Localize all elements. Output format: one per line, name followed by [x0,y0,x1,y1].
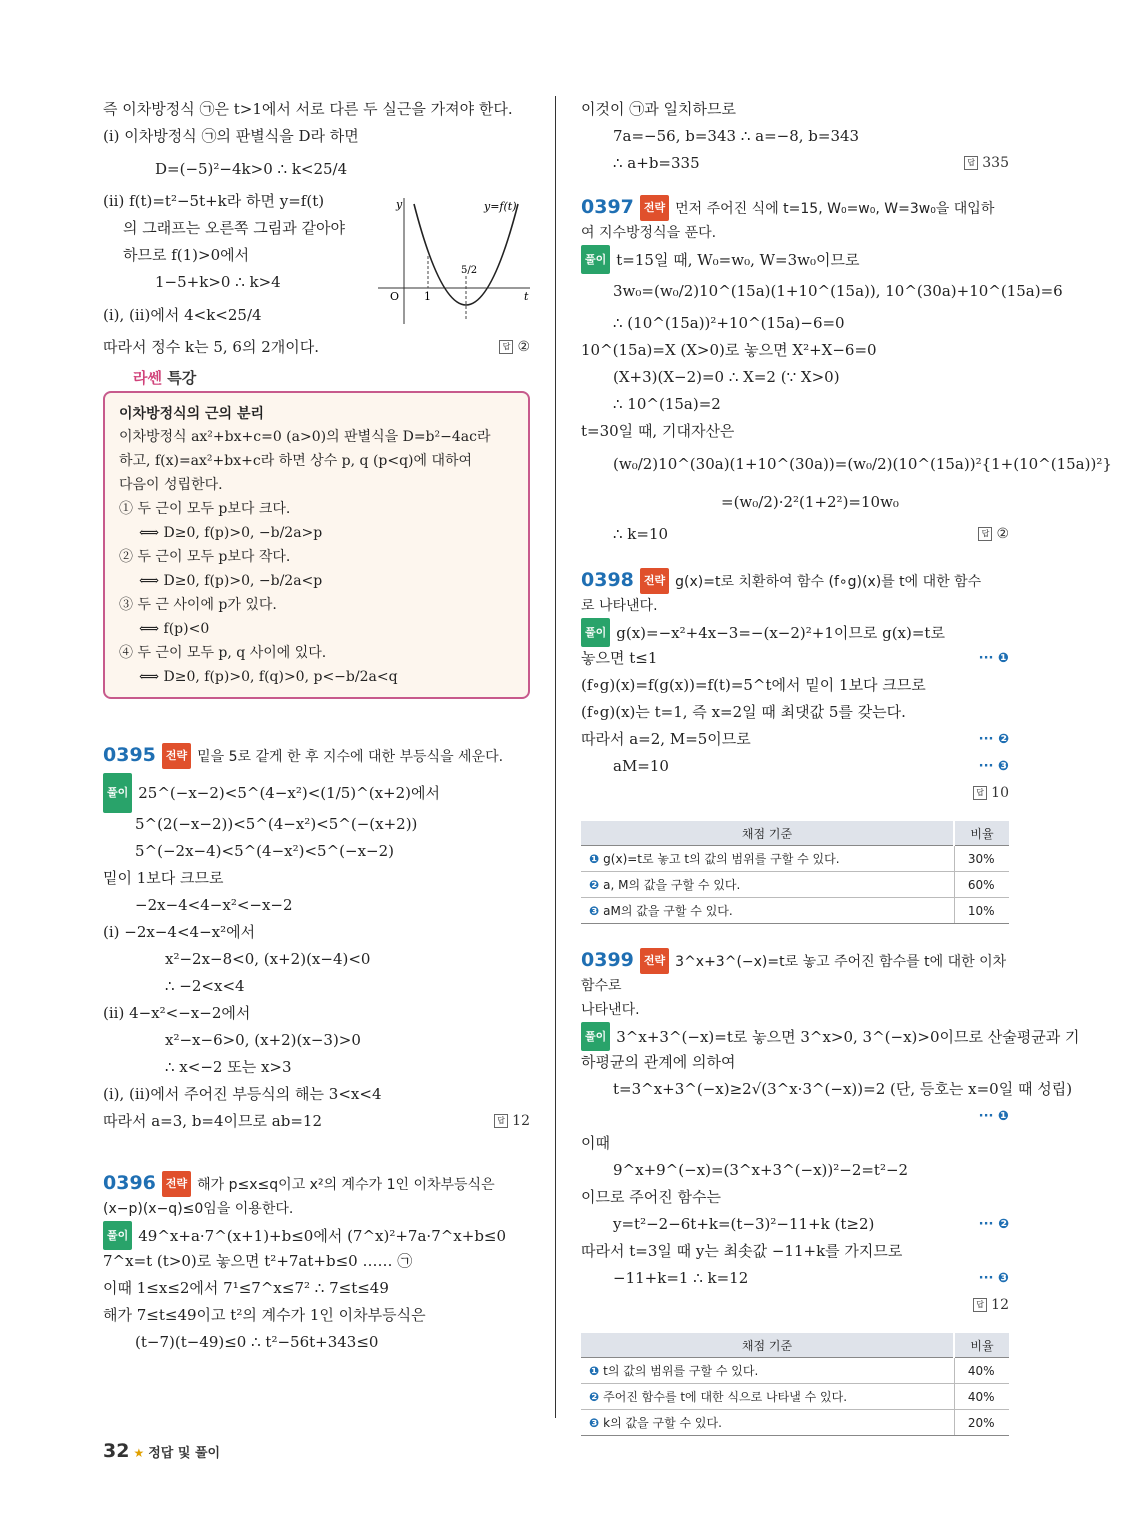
graph-tick-one: 1 [424,290,431,303]
box-line: 이차방정식 ax²+bx+c=0 (a>0)의 판별식을 D=b²−4ac라 [119,429,491,445]
line-text: g(x)=−x²+4x−3=−(x−2)²+1이므로 g(x)=t로 [616,624,945,642]
answer-badge [978,521,1009,548]
strategy-badge: 전략 [162,743,191,769]
text-line [581,1211,1009,1238]
step-number: ❶ [589,1364,600,1378]
table-row [581,1358,1009,1384]
answer-badge [964,150,1009,177]
problem-number: 0395 [103,744,156,766]
line-text: 놓으면 t≤1 [581,649,658,667]
table-header-criteria: 채점 기준 [581,1333,954,1358]
strategy-badge: 전략 [640,568,669,594]
step-marker-3: ··· ❸ [978,759,1009,774]
criteria-text: k의 값을 구할 수 있다. [603,1416,722,1430]
text-line [103,1221,530,1248]
text-line: (i), (ii)에서 4<k<25/4 [103,306,262,324]
right-column [581,96,1112,1436]
strategy-text: 여 지수방정식을 푼다. [581,225,717,241]
table-header-row [581,1333,1009,1358]
table-cell [581,846,954,872]
scoring-table [581,821,1009,924]
graph-fn-label: y=f(t) [484,200,517,213]
line-text: 따라서 a=3, b=4이므로 ab=12 [103,1112,322,1130]
solution-badge: 풀이 [103,773,132,813]
text-line [581,1265,1009,1292]
strategy-text: 로 나타낸다. [581,598,658,614]
footer-label: 정답 및 풀이 [148,1446,221,1461]
table-row [581,1384,1009,1410]
solution-badge: 풀이 [103,1221,132,1250]
box-line: ⟺ f(p)<0 [139,621,210,637]
answer-value: 10 [991,785,1009,801]
problem-0395 [103,743,530,1135]
strategy-text: 나타낸다. [581,1002,640,1018]
text-line: 이므로 주어진 함수는 [581,1188,721,1206]
graph-vertex-label: 5/2 [461,265,478,276]
box-line: ① 두 근이 모두 p보다 크다. [119,501,291,517]
graph-y-label: y [396,198,403,211]
answer-value: 335 [982,155,1009,171]
line-text: 25^(−x−2)<5^(4−x²)<(1/5)^(x+2)에서 [138,784,440,802]
line-text: ∴ a+b=335 [613,154,700,172]
graph-t-label: t [524,290,529,303]
ratio-cell: 20% [954,1410,1009,1436]
text-line [581,521,1009,548]
step-number: ❷ [589,1390,600,1404]
criteria-text: g(x)=t로 놓고 t의 값의 범위를 구할 수 있다. [603,852,840,866]
table-cell [581,898,954,924]
text-line: (ii) 4−x²<−x−2에서 [103,1004,251,1022]
step-number: ❸ [589,1416,600,1430]
solution-badge: 풀이 [581,1022,610,1051]
step-marker-2: ··· ❷ [978,732,1009,747]
table-header-ratio: 비율 [954,1333,1009,1358]
text-line [581,245,1009,272]
text-line: 밑이 1보다 크므로 [103,869,224,887]
text-line [581,726,1009,753]
step-marker-3: ··· ❸ [978,1271,1009,1286]
formula-line: 1−5+k>0 ∴ k>4 [155,273,281,291]
line-text: −11+k=1 ∴ k=12 [613,1269,749,1287]
problem-0398 [581,568,1009,924]
text-line: (X+3)(X−2)=0 ∴ X=2 (∵ X>0) [613,368,840,386]
page-footer [103,1440,220,1462]
parabola-graph [378,196,530,326]
answer-mark-icon: 답 [973,786,987,800]
text-line: (f∘g)(x)는 t=1, 즉 x=2일 때 최댓값 5를 갖는다. [581,703,906,721]
strategy-text: 3^x+3^(−x)=t로 놓고 주어진 함수를 t에 대한 이차함수로 [581,954,1007,994]
text-line [581,1103,1009,1130]
solution-badge: 풀이 [581,618,610,647]
text-line: ∴ x<−2 또는 x>3 [165,1058,292,1076]
table-cell [581,1358,954,1384]
box-line: ⟺ D≥0, f(p)>0, −b/2a<p [139,573,323,589]
scoring-table [581,1333,1009,1436]
text-line: ∴ −2<x<4 [165,977,245,995]
text-line: 해가 7≤t≤49이고 t²의 계수가 1인 이차부등식은 [103,1306,426,1324]
formula-line: (w₀/2)10^(30a)(1+10^(30a))=(w₀/2)(10^(15a))²{1+(10^(15a))²} [613,455,1112,473]
column-divider [555,96,556,1418]
criteria-text: t의 값의 범위를 구할 수 있다. [603,1364,759,1378]
text-line [581,780,1009,807]
problem-header [103,1171,530,1197]
text-line: 이때 1≤x≤2에서 7¹≤7^x≤7² ∴ 7≤t≤49 [103,1279,389,1297]
left-column [103,96,530,1356]
line-text: 따라서 a=2, M=5이므로 [581,730,751,748]
table-row [581,898,1009,924]
conclusion-text: 따라서 정수 k는 5, 6의 2개이다. [103,338,319,356]
strategy-badge: 전략 [640,195,669,221]
problem-header [103,743,530,769]
text-line: 5^(−2x−4)<5^(4−x²)<5^(−x−2) [135,842,394,860]
strategy-text: 밑을 5로 같게 한 후 지수에 대한 부등식을 세운다. [197,749,504,765]
tag-brand: 라쎈 [133,369,162,387]
problem-header [581,948,1009,998]
table-row [581,846,1009,872]
page-number: 32 [103,1440,130,1462]
step-number: ❸ [589,904,600,918]
criteria-text: aM의 값을 구할 수 있다. [603,904,733,918]
problem-0397 [581,195,1112,548]
problem-number: 0397 [581,196,634,218]
text-line: x²−2x−8<0, (x+2)(x−4)<0 [165,950,371,968]
step-marker-1: ··· ❶ [978,651,1009,666]
text-line: (i) 이차방정식 ㉠의 판별식을 D라 하면 [103,127,359,145]
ratio-cell: 40% [954,1358,1009,1384]
text-line [581,618,1009,645]
text-line: (t−7)(t−49)≤0 ∴ t²−56t+343≤0 [135,1333,379,1351]
table-header-criteria: 채점 기준 [581,821,954,846]
criteria-text: a, M의 값을 구할 수 있다. [603,878,741,892]
text-line: 하므로 f(1)>0에서 [123,246,250,264]
text-line: 이때 [581,1134,610,1152]
graph-origin-label: O [390,290,400,303]
step-marker-1: ··· ❶ [978,1109,1009,1124]
text-line: 9^x+9^(−x)=(3^x+3^(−x))²−2=t²−2 [613,1161,909,1179]
answer-value: 12 [991,1297,1009,1313]
text-line: 7a=−56, b=343 ∴ a=−8, b=343 [613,127,860,145]
step-number: ❷ [589,878,600,892]
answer-mark-icon: 답 [964,156,978,170]
answer-badge [494,1108,530,1135]
text-line: (i), (ii)에서 주어진 부등식의 해는 3<x<4 [103,1085,382,1103]
strategy-text: (x−p)(x−q)≤0임을 이용한다. [103,1201,294,1217]
text-line: 5^(2(−x−2))<5^(4−x²)<5^(−(x+2)) [135,815,418,833]
table-cell [581,1410,954,1436]
box-line: ② 두 근이 모두 p보다 작다. [119,549,291,565]
formula-line: 3w₀=(w₀/2)10^(15a)(1+10^(15a)), 10^(30a)+10^(15a)=6 [613,282,1063,300]
problem-header [581,568,1009,594]
line-text: 49^x+a·7^(x+1)+b≤0에서 (7^x)²+7a·7^x+b≤0 [138,1227,507,1245]
text-line: 따라서 t=3일 때 y는 최솟값 −11+k를 가지므로 [581,1242,903,1260]
ratio-cell: 30% [954,846,1009,872]
answer-mark-icon: 답 [494,1114,508,1128]
problem-number: 0399 [581,949,634,971]
box-line: ⟺ D≥0, f(p)>0, f(q)>0, p<−b/2a<q [139,669,398,685]
ratio-cell: 60% [954,872,1009,898]
step-number: ❶ [589,852,600,866]
answer-value: ② [517,339,530,355]
line-text: y=t²−2−6t+k=(t−3)²−11+k (t≥2) [613,1215,875,1233]
line-text: t=15일 때, W₀=w₀, W=3w₀이므로 [616,251,860,269]
problem-header [581,195,1009,221]
text-line [581,645,1009,672]
problem-0396 [103,1171,530,1356]
star-icon: ★ [133,1446,145,1460]
text-line: 하평균의 관계에 의하여 [581,1053,736,1071]
answer-mark-icon: 답 [978,527,992,541]
special-lecture-box [103,391,530,699]
table-row [581,1410,1009,1436]
text-line [103,1108,530,1135]
problem-number: 0398 [581,569,634,591]
text-line [581,1292,1009,1319]
text-line: 10^(15a)=X (X>0)로 놓으면 X²+X−6=0 [581,341,877,359]
solution-badge: 풀이 [581,245,610,274]
text-line [581,753,1009,780]
text-line: 이것이 ㉠과 일치하므로 [581,100,736,118]
step-marker-2: ··· ❷ [978,1217,1009,1232]
table-cell [581,872,954,898]
problem-number: 0396 [103,1172,156,1194]
text-line: (ii) f(t)=t²−5t+k라 하면 y=f(t) [103,192,325,210]
text-line: x²−x−6>0, (x+2)(x−3)>0 [165,1031,361,1049]
box-line: 다음이 성립한다. [119,477,223,493]
text-line [103,334,530,361]
table-row [581,872,1009,898]
formula-line: =(w₀/2)·2²(1+2²)=10w₀ [721,493,899,511]
table-cell [581,1384,954,1410]
text-line: 즉 이차방정식 ㉠은 t>1에서 서로 다른 두 실근을 가져야 한다. [103,100,513,118]
problem-0399 [581,948,1080,1436]
strategy-text: 해가 p≤x≤q이고 x²의 계수가 1인 이차부등식은 [197,1177,495,1193]
answer-value: ② [996,526,1009,542]
text-line [103,773,530,811]
ratio-cell: 10% [954,898,1009,924]
strategy-text: 먼저 주어진 식에 t=15, W₀=w₀, W=3w₀을 대입하 [675,201,995,217]
text-line: ∴ 10^(15a)=2 [613,395,721,413]
text-line: (f∘g)(x)=f(g(x))=f(t)=5^t에서 밑이 1보다 크므로 [581,676,926,694]
strategy-badge: 전략 [640,948,669,974]
text-line: 의 그래프는 오른쪽 그림과 같아야 [123,219,345,237]
criteria-text: 주어진 함수를 t에 대한 식으로 나타낼 수 있다. [603,1390,848,1404]
ratio-cell: 40% [954,1384,1009,1410]
formula-line: D=(−5)²−4k>0 ∴ k<25/4 [155,160,348,178]
table-header-row [581,821,1009,846]
line-text: ∴ k=10 [613,525,669,543]
line-text: 3^x+3^(−x)=t로 놓으면 3^x>0, 3^(−x)>0이므로 산술평균과 기 [616,1028,1080,1046]
answer-value: 12 [512,1113,530,1129]
box-line: ⟺ D≥0, f(p)>0, −b/2a>p [139,525,323,541]
special-lecture-tag [133,367,530,389]
box-line: 하고, f(x)=ax²+bx+c라 하면 상수 p, q (p<q)에 대하여 [119,453,473,469]
strategy-badge: 전략 [162,1171,191,1197]
text-line: ∴ (10^(15a))²+10^(15a)−6=0 [613,314,845,332]
box-line: ③ 두 근 사이에 p가 있다. [119,597,277,613]
answer-mark-icon: 답 [973,1298,987,1312]
answer-badge [973,780,1009,807]
answer-badge [973,1292,1009,1319]
answer-mark-icon: 답 [499,340,513,354]
table-header-ratio: 비율 [954,821,1009,846]
text-line: −2x−4<4−x²<−x−2 [135,896,293,914]
line-text: aM=10 [613,757,669,775]
text-line [581,1022,1080,1049]
tag-label: 특강 [167,369,197,387]
box-line: ④ 두 근이 모두 p, q 사이에 있다. [119,645,327,661]
text-line: t=30일 때, 기대자산은 [581,422,735,440]
text-line [581,150,1009,177]
formula-line: t=3^x+3^(−x)≥2√(3^x·3^(−x))=2 (단, 등호는 x=0일 때 성립) [613,1080,1073,1098]
answer-badge [499,334,530,361]
text-line: 7^x=t (t>0)로 놓으면 t²+7at+b≤0 …… ㉠ [103,1252,413,1270]
strategy-text: g(x)=t로 치환하여 함수 (f∘g)(x)를 t에 대한 함수 [675,574,982,590]
text-line: (i) −2x−4<4−x²에서 [103,923,256,941]
special-title: 이차방정식의 근의 분리 [119,406,264,422]
